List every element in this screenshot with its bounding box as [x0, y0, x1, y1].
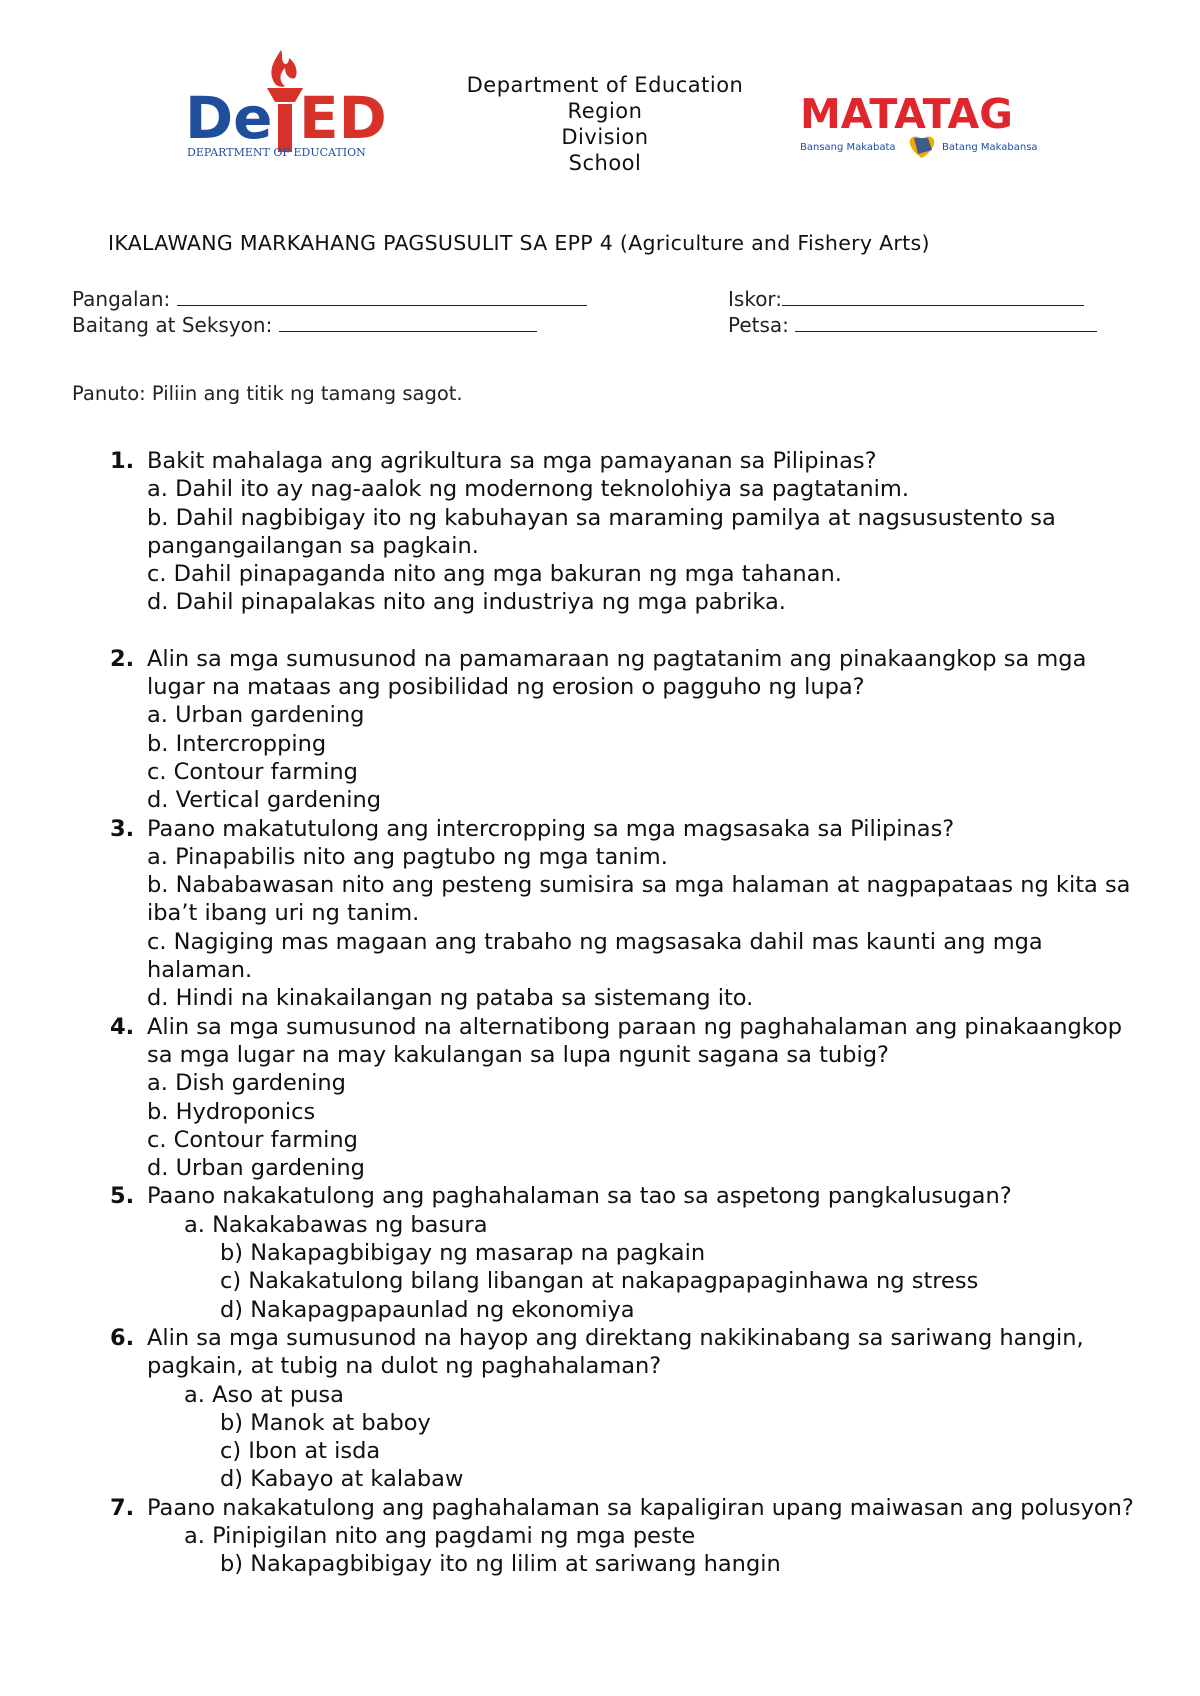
section-label: Baitang at Seksyon: [72, 313, 273, 337]
region-line: Region [567, 99, 643, 123]
question-number: 4. [110, 1013, 135, 1040]
option-d[interactable]: d. Vertical gardening [147, 787, 382, 814]
deped-logo [185, 48, 420, 168]
question-2 [0, 645, 1137, 815]
name-label: Pangalan: [72, 287, 171, 311]
option-a[interactable]: a. Aso at pusa [184, 1381, 344, 1408]
question-5 [0, 1182, 1137, 1323]
option-b[interactable]: b) Manok at baboy [220, 1409, 431, 1436]
option-c[interactable]: c) Ibon at isda [220, 1438, 381, 1465]
question-list [0, 447, 1200, 1579]
school-header [430, 72, 780, 176]
svg-text:MATATAG: MATATAG [800, 90, 1013, 138]
question-text: Bakit mahalaga ang agrikultura sa mga pamayanan sa Pilipinas? [147, 448, 877, 474]
date-label: Petsa: [728, 313, 789, 337]
question-1 [0, 447, 1137, 617]
question-number: 1. [110, 448, 135, 474]
option-a[interactable]: a. Dahil ito ay nag-aalok ng modernong teknolohiya sa pagtatanim. [147, 476, 909, 503]
question-number: 6. [110, 1324, 135, 1351]
option-b[interactable]: b. Intercropping [147, 730, 327, 757]
exam-title: IKALAWANG MARKAHANG PAGSUSULIT SA EPP 4 (Agriculture and Fishery Arts) [108, 231, 930, 255]
score-blank[interactable] [782, 289, 1084, 306]
question-3 [0, 815, 1137, 1013]
option-c[interactable]: c) Nakakatulong bilang libangan at nakapagpapaginhawa ng stress [220, 1268, 979, 1295]
option-d[interactable]: d. Dahil pinapalakas nito ang industriya ng mga pabrika. [147, 589, 786, 616]
question-4 [0, 1013, 1137, 1183]
option-a[interactable]: a. Pinapabilis nito ang pagtubo ng mga tanim. [147, 843, 668, 870]
question-6 [0, 1324, 1137, 1494]
matatag-logo [800, 90, 1062, 175]
school-line: School [568, 151, 642, 175]
question-number: 5. [110, 1183, 135, 1210]
instructions: Panuto: Piliin ang titik ng tamang sagot. [72, 382, 463, 405]
department-line: Department of Education [466, 73, 744, 97]
option-d[interactable]: d. Urban gardening [147, 1155, 365, 1182]
question-text: Paano makatutulong ang intercropping sa mga magsasaka sa Pilipinas? [147, 815, 955, 842]
question-text: Paano nakakatulong ang paghahalaman sa kapaligiran upang maiwasan ang polusyon? [147, 1494, 1134, 1521]
option-d[interactable]: d. Hindi na kinakailangan ng pataba sa sistemang ito. [147, 985, 754, 1012]
option-d[interactable]: d) Kabayo at kalabaw [220, 1466, 464, 1493]
option-b[interactable]: b) Nakapagbibigay ng masarap na pagkain [220, 1240, 706, 1267]
section-blank[interactable] [279, 315, 537, 332]
svg-text:Bansang Makabata: Bansang Makabata [800, 142, 896, 153]
division-line: Division [561, 125, 649, 149]
name-blank[interactable] [177, 289, 587, 306]
question-text: Alin sa mga sumusunod na alternatibong paraan ng paghahalaman ang pinakaangkop sa mga lugar na may kakulangan sa lupa ngunit sagana sa tubig? [147, 1013, 1123, 1068]
score-field[interactable] [728, 287, 1084, 311]
question-text: Alin sa mga sumusunod na pamamaraan ng pagtatanim ang pinakaangkop sa mga lugar na mataas ang posibilidad ng erosion o pagguho ng lupa? [147, 645, 1087, 701]
option-d[interactable]: d) Nakapagpapaunlad ng ekonomiya [220, 1296, 635, 1323]
question-number: 7. [110, 1494, 135, 1521]
option-b[interactable]: b. Hydroponics [147, 1098, 316, 1125]
question-text: Paano nakakatulong ang paghahalaman sa tao sa aspetong pangkalusugan? [147, 1183, 1012, 1210]
option-c[interactable]: c. Dahil pinapaganda nito ang mga bakuran ng mga tahanan. [147, 561, 842, 588]
option-b[interactable]: b. Dahil nagbibigay ito ng kabuhayan sa maraming pamilya at nagsusustento sa pangangailangan sa pagkain. [147, 504, 1056, 559]
svg-text:DEPARTMENT OF EDUCATION: DEPARTMENT OF EDUCATION [187, 146, 366, 159]
option-a[interactable]: a. Nakakabawas ng basura [184, 1211, 488, 1238]
score-label: Iskor: [728, 287, 783, 311]
question-text: Alin sa mga sumusunod na hayop ang direktang nakikinabang sa sariwang hangin, pagkain, at tubig na dulot ng paghahalaman? [147, 1324, 1084, 1380]
option-c[interactable]: c. Nagiging mas magaan ang trabaho ng magsasaka dahil mas kaunti ang mga halaman. [147, 928, 1043, 984]
question-number: 2. [110, 645, 135, 672]
name-field[interactable] [72, 287, 587, 311]
question-7 [0, 1494, 1137, 1579]
option-c[interactable]: c. Contour farming [147, 758, 358, 785]
question-number: 3. [110, 815, 135, 842]
option-b[interactable]: b) Nakapagbibigay ito ng lilim at sariwang hangin [220, 1551, 781, 1578]
svg-text:ED: ED [299, 84, 387, 152]
svg-text:Batang Makabansa: Batang Makabansa [942, 142, 1038, 153]
option-c[interactable]: c. Contour farming [147, 1126, 358, 1153]
option-a[interactable]: a. Urban gardening [147, 702, 365, 729]
section-field[interactable] [72, 313, 537, 337]
option-a[interactable]: a. Dish gardening [147, 1070, 346, 1097]
svg-text:De: De [185, 84, 273, 152]
option-b[interactable]: b. Nababawasan nito ang pesteng sumisira sa mga halaman at nagpapataas ng kita sa iba’t ibang uri ng tanim. [147, 872, 1131, 927]
date-field[interactable] [728, 313, 1097, 337]
option-a[interactable]: a. Pinipigilan nito ang pagdami ng mga peste [184, 1522, 696, 1549]
date-blank[interactable] [795, 315, 1097, 332]
